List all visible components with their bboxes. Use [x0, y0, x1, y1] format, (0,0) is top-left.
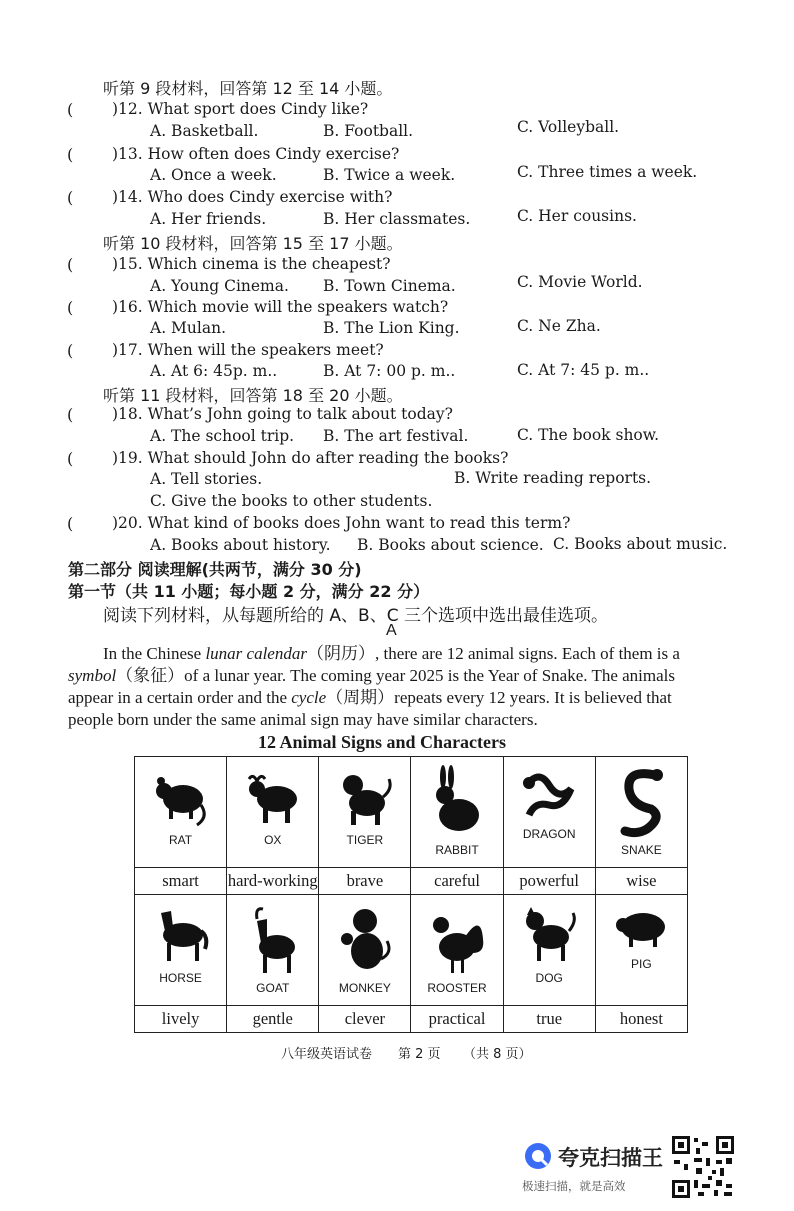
- option-12b: B. Football.: [323, 122, 414, 140]
- trait-cell: powerful: [503, 868, 595, 895]
- table-title: 12 Animal Signs and Characters: [258, 732, 507, 752]
- horse-icon: [151, 903, 211, 969]
- trait-cell: smart: [135, 868, 227, 895]
- passage-letter: A: [386, 622, 397, 639]
- option-12c: C. Volleyball.: [517, 118, 620, 136]
- section1-title: 第一节（共 11 小题；每小题 2 分，满分 22 分）: [68, 582, 430, 601]
- answer-paren: (: [67, 188, 74, 207]
- animal-name: MONKEY: [338, 981, 391, 995]
- question-16: )16. Which movie will the speakers watch?: [112, 298, 449, 316]
- trait-cell: lively: [135, 1006, 227, 1033]
- passage-line-4: people born under the same animal sign may have similar characters.: [68, 710, 538, 729]
- passage-line-3: appear in a certain order and the cycle（周期）repeats every 12 years. It is believed that: [68, 688, 672, 707]
- passage-line-2: symbol（象征）of a lunar year. The coming year 2025 is the Year of Snake. The animals: [68, 666, 675, 685]
- snake-icon: [611, 765, 671, 841]
- trait-cell: gentle: [227, 1006, 319, 1033]
- trait-cell: careful: [411, 868, 503, 895]
- rat-icon: [151, 765, 211, 831]
- option-20a: A. Books about history.: [150, 536, 331, 554]
- option-13c: C. Three times a week.: [517, 163, 698, 181]
- answer-paren: (: [67, 405, 74, 424]
- qr-code-icon: [670, 1134, 736, 1200]
- dog-cell: [503, 895, 595, 1006]
- tiger-icon: [335, 765, 395, 831]
- trait-cell: wise: [595, 868, 687, 895]
- option-18c: C. The book show.: [517, 426, 660, 444]
- pig-icon: [611, 903, 671, 955]
- trait-cell: true: [503, 1006, 595, 1033]
- answer-paren: (: [67, 145, 74, 164]
- animal-name: RABBIT: [435, 843, 479, 857]
- footer-total: （共 8 页）: [463, 1047, 532, 1062]
- group9-intro: 听第 9 段材料，回答第 12 至 14 小题。: [103, 79, 393, 98]
- question-14: )14. Who does Cindy exercise with?: [112, 188, 393, 206]
- question-17: )17. When will the speakers meet?: [112, 341, 384, 359]
- animal-name: DRAGON: [522, 827, 576, 841]
- option-18a: A. The school trip.: [150, 427, 295, 445]
- question-13: )13. How often does Cindy exercise?: [112, 145, 400, 163]
- option-14b: B. Her classmates.: [323, 210, 471, 228]
- part2-title: 第二部分 阅读理解(共两节，满分 30 分): [68, 560, 362, 579]
- option-16a: A. Mulan.: [150, 319, 227, 337]
- animal-name: DOG: [535, 971, 563, 985]
- option-12a: A. Basketball.: [150, 122, 259, 140]
- goat-cell: [227, 895, 319, 1006]
- option-15b: B. Town Cinema.: [323, 277, 456, 295]
- option-17c: C. At 7: 45 p. m..: [517, 361, 650, 379]
- trait-cell: honest: [595, 1006, 687, 1033]
- option-15c: C. Movie World.: [517, 273, 643, 291]
- animal-name: PIG: [631, 957, 652, 971]
- option-18b: B. The art festival.: [323, 427, 469, 445]
- animal-name: TIGER: [346, 833, 384, 847]
- option-16c: C. Ne Zha.: [517, 317, 601, 335]
- answer-paren: (: [67, 449, 74, 468]
- group10-intro: 听第 10 段材料，回答第 15 至 17 小题。: [103, 234, 403, 253]
- snake-cell: [595, 757, 687, 868]
- monkey-cell: [319, 895, 411, 1006]
- rooster-cell: [411, 895, 503, 1006]
- scanner-brand: 夸克扫描王: [558, 1146, 663, 1170]
- rabbit-icon: [427, 765, 487, 841]
- rooster-icon: [427, 903, 487, 979]
- option-20c: C. Books about music.: [553, 535, 728, 553]
- footer-exam: 八年级英语试卷: [281, 1047, 373, 1062]
- animal-name: RAT: [169, 833, 193, 847]
- animal-name: ROOSTER: [427, 981, 487, 995]
- animal-name: SNAKE: [621, 843, 662, 857]
- ox-cell: [227, 757, 319, 868]
- animal-name: HORSE: [159, 971, 202, 985]
- option-14c: C. Her cousins.: [517, 207, 637, 225]
- question-12: )12. What sport does Cindy like?: [112, 100, 369, 118]
- option-19c: C. Give the books to other students.: [150, 492, 433, 510]
- option-16b: B. The Lion King.: [323, 319, 460, 337]
- answer-paren: (: [67, 298, 74, 317]
- question-19: )19. What should John do after reading the books?: [112, 449, 509, 467]
- option-19b: B. Write reading reports.: [454, 469, 652, 487]
- animal-name: GOAT: [256, 981, 290, 995]
- option-15a: A. Young Cinema.: [150, 277, 289, 295]
- pig-cell: [595, 895, 687, 1006]
- rat-cell: [135, 757, 227, 868]
- option-20b: B. Books about science.: [357, 536, 544, 554]
- option-19a: A. Tell stories.: [150, 470, 263, 488]
- question-18: )18. What’s John going to talk about today?: [112, 405, 453, 423]
- dragon-icon: [519, 765, 579, 825]
- option-17a: A. At 6: 45p. m..: [150, 362, 278, 380]
- option-13a: A. Once a week.: [150, 166, 277, 184]
- trait-cell: practical: [411, 1006, 503, 1033]
- animal-name: OX: [264, 833, 282, 847]
- goat-icon: [243, 903, 303, 979]
- answer-paren: (: [67, 341, 74, 360]
- scanner-slogan: 极速扫描，就是高效: [522, 1179, 626, 1193]
- animal-signs-table: [134, 756, 688, 1033]
- option-14a: A. Her friends.: [150, 210, 267, 228]
- answer-paren: (: [67, 514, 74, 533]
- horse-cell: [135, 895, 227, 1006]
- quark-logo-icon: [523, 1141, 553, 1171]
- tiger-cell: [319, 757, 411, 868]
- trait-cell: hard-working: [227, 868, 319, 895]
- footer-page: 第 2 页: [398, 1047, 441, 1062]
- option-17b: B. At 7: 00 p. m..: [323, 362, 456, 380]
- question-15: )15. Which cinema is the cheapest?: [112, 255, 391, 273]
- trait-cell: brave: [319, 868, 411, 895]
- dog-icon: [519, 903, 579, 969]
- reading-instruction: 阅读下列材料，从每题所给的 A、B、C 三个选项中选出最佳选项。: [103, 606, 608, 626]
- question-20: )20. What kind of books does John want to read this term?: [112, 514, 571, 532]
- passage-line-1: In the Chinese lunar calendar（阴历）, there are 12 animal signs. Each of them is a: [103, 644, 680, 663]
- option-13b: B. Twice a week.: [323, 166, 456, 184]
- ox-icon: [243, 765, 303, 831]
- answer-paren: (: [67, 100, 74, 119]
- group11-intro: 听第 11 段材料，回答第 18 至 20 小题。: [103, 386, 403, 405]
- dragon-cell: [503, 757, 595, 868]
- trait-cell: clever: [319, 1006, 411, 1033]
- rabbit-cell: [411, 757, 503, 868]
- answer-paren: (: [67, 255, 74, 274]
- monkey-icon: [335, 903, 395, 979]
